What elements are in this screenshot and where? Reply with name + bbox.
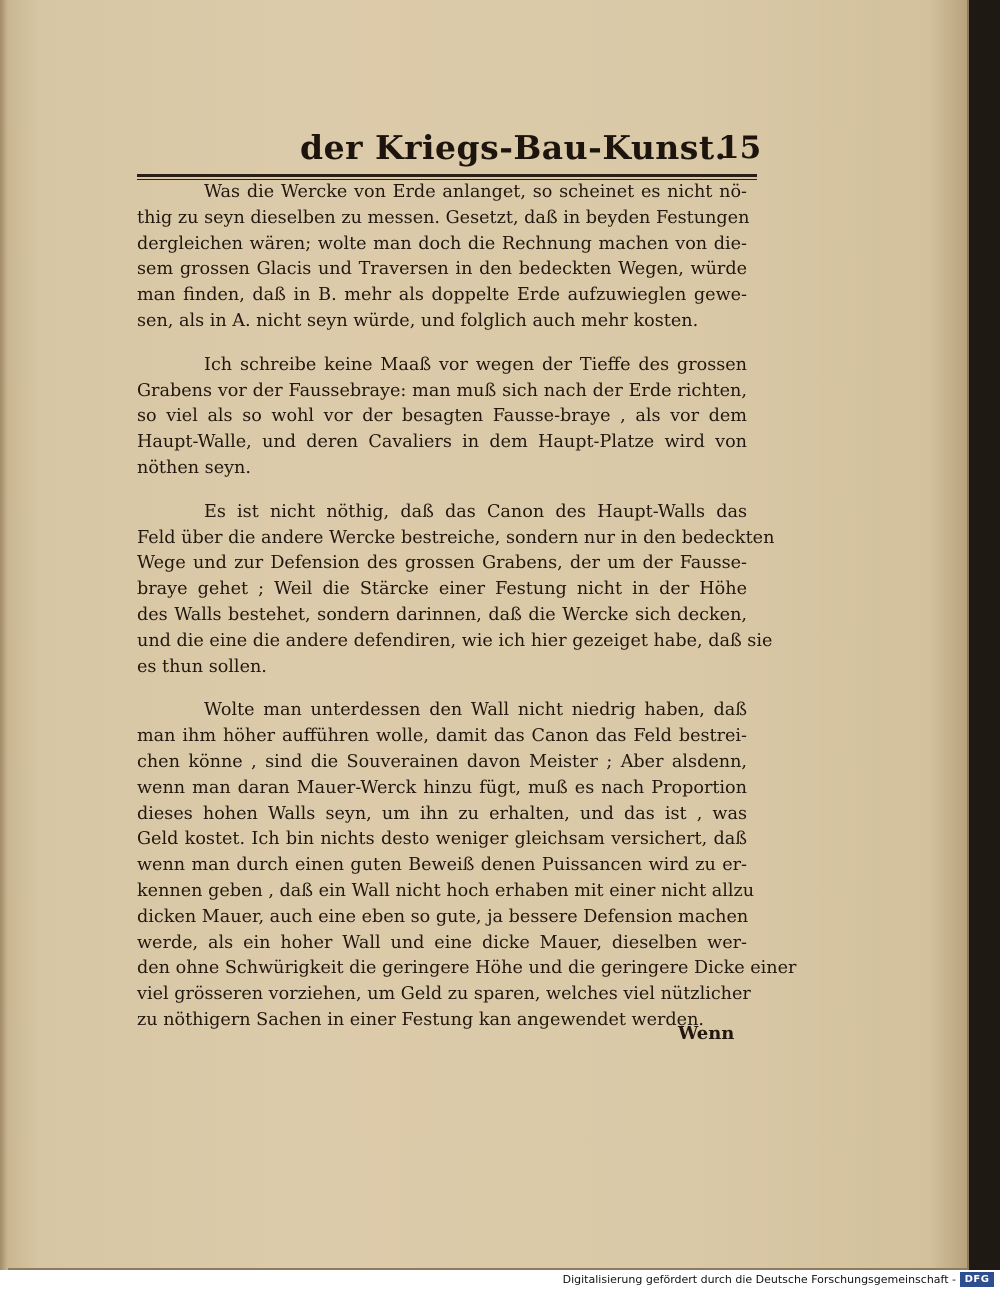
text-line: man ihm höher aufführen wolle, damit das Canon das Feld bestrei- — [137, 726, 747, 747]
paragraph-4 — [137, 698, 797, 1033]
text-line: den ohne Schwürigkeit die geringere Höhe und die geringere Dicke einer — [137, 958, 797, 979]
text-line: sem grossen Glacis und Traversen in den bedeckten Wegen, würde — [137, 259, 747, 280]
paragraph-2 — [137, 353, 747, 482]
text-line: sen, als in A. nicht seyn würde, und folglich auch mehr kosten. — [137, 310, 699, 331]
text-line: wenn man daran Mauer-Werck hinzu fügt, muß es nach Proportion — [137, 777, 747, 798]
text-line: dieses hohen Walls seyn, um ihn zu erhalten, und das ist , was — [137, 803, 747, 824]
text-line: nöthen seyn. — [137, 457, 251, 478]
text-line: dergleichen wären; wolte man doch die Rechnung machen von die- — [137, 233, 747, 254]
text-line: und die eine die andere defendiren, wie ich hier gezeiget habe, daß sie — [137, 630, 773, 651]
page-gutter-edge — [0, 0, 8, 1270]
text-line: Haupt-Walle, und deren Cavaliers in dem Haupt-Platze wird von — [137, 432, 747, 453]
body-text — [137, 180, 797, 1052]
funding-credit: Digitalisierung gefördert durch die Deutsche Forschungsgemeinschaft - — [562, 1273, 956, 1286]
text-line: zu nöthigern Sachen in einer Festung kan angewendet werden. — [137, 1009, 705, 1030]
text-line: thig zu seyn dieselben zu messen. Gesetzt, daß in beyden Festungen — [137, 207, 750, 228]
text-line: Was die Wercke von Erde anlanget, so scheinet es nicht nö- — [204, 182, 747, 202]
paragraph-3 — [137, 500, 775, 681]
text-line: Grabens vor der Faussebraye: man muß sich nach der Erde richten, — [137, 380, 747, 401]
running-head: der Kriegs-Bau-Kunst. — [300, 128, 727, 167]
text-line: chen könne , sind die Souverainen davon Meister ; Aber alsdenn, — [137, 751, 747, 772]
catchword: Wenn — [678, 1023, 735, 1044]
text-line: Feld über die andere Wercke bestreiche, sondern nur in den bedeckten — [137, 527, 775, 548]
text-line: dicken Mauer, auch eine eben so gute, ja bessere Defension machen — [137, 906, 749, 927]
text-line: braye gehet ; Weil die Stärcke einer Festung nicht in der Höhe — [137, 579, 747, 600]
text-line: werde, als ein hoher Wall und eine dicke Mauer, dieselben wer- — [137, 932, 747, 953]
text-line: Ich schreibe keine Maaß vor wegen der Tieffe des grossen — [204, 354, 747, 375]
text-line: Wolte man unterdessen den Wall nicht niedrig haben, daß — [204, 700, 747, 721]
text-line: des Walls bestehet, sondern darinnen, daß die Wercke sich decken, — [137, 604, 747, 625]
dfg-logo: DFG — [960, 1272, 994, 1287]
text-line: viel grösseren vorziehen, um Geld zu sparen, welches viel nützlicher — [137, 984, 751, 1005]
text-line: Wege und zur Defension des grossen Grabens, der um der Fausse- — [137, 553, 747, 574]
paragraph-1 — [137, 180, 750, 335]
page-number: 15 — [718, 130, 762, 166]
text-line: so viel als so wohl vor der besagten Fausse-braye , als vor dem — [137, 406, 747, 427]
text-line: man finden, daß in B. mehr als doppelte Erde aufzuwieglen gewe- — [137, 285, 747, 306]
text-line: Es ist nicht nöthig, daß das Canon des Haupt-Walls das — [204, 501, 747, 522]
text-line: wenn man durch einen guten Beweiß denen Puissancen wird zu er- — [137, 855, 747, 876]
text-line: Geld kostet. Ich bin nichts desto weniger gleichsam versichert, daß — [137, 829, 747, 850]
text-line: kennen geben , daß ein Wall nicht hoch erhaben mit einer nicht allzu — [137, 880, 755, 901]
text-line: es thun sollen. — [137, 656, 267, 677]
